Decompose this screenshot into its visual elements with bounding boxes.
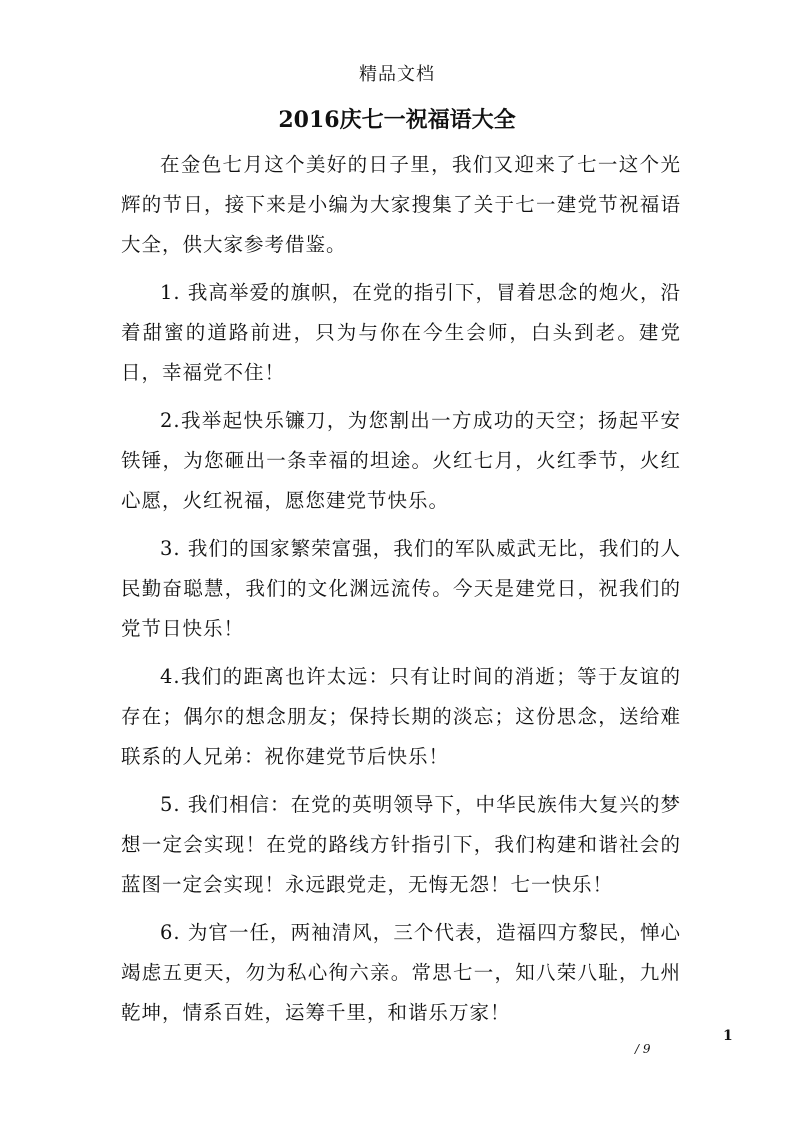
document-body [121, 145, 681, 1041]
document-header: 精品文档 [359, 64, 435, 85]
document-title: 2016庆七一祝福语大全 [278, 107, 516, 133]
page-number: 1 [723, 1028, 733, 1044]
blessing-paragraph-6: 6. 为官一任，两袖清风，三个代表，造福四方黎民，惮心竭虑五更天，勿为私心徇六亲。常思七一，知八荣八耻，九州乾坤，情系百姓，运筹千里，和谐乐万家！ [121, 921, 681, 1024]
blessing-paragraph-1: 1. 我高举爱的旗帜，在党的指引下，冒着思念的炮火，沿着甜蜜的道路前进，只为与你在今生会师，白头到老。建党日，幸福党不住！ [121, 281, 681, 384]
blessing-paragraph-2: 2.我举起快乐镰刀，为您割出一方成功的天空；扬起平安铁锤，为您砸出一条幸福的坦途。火红七月，火红季节，火红心愿，火红祝福，愿您建党节快乐。 [121, 409, 681, 512]
blessing-paragraph-4: 4.我们的距离也许太远：只有让时间的消逝；等于友谊的存在；偶尔的想念朋友；保持长期的淡忘；这份思念，送给难联系的人兄弟：祝你建党节后快乐！ [121, 665, 681, 768]
intro-paragraph: 在金色七月这个美好的日子里，我们又迎来了七一这个光辉的节日，接下来是小编为大家搜集了关于七一建党节祝福语大全，供大家参考借鉴。 [121, 153, 681, 256]
page-total: / 9 [635, 1042, 651, 1056]
blessing-paragraph-3: 3. 我们的国家繁荣富强，我们的军队威武无比，我们的人民勤奋聪慧，我们的文化渊远流传。今天是建党日，祝我们的党节日快乐！ [121, 537, 681, 640]
blessing-paragraph-5: 5. 我们相信：在党的英明领导下，中华民族伟大复兴的梦想一定会实现！在党的路线方针指引下，我们构建和谐社会的蓝图一定会实现！永远跟党走，无悔无怨！七一快乐！ [121, 793, 681, 896]
